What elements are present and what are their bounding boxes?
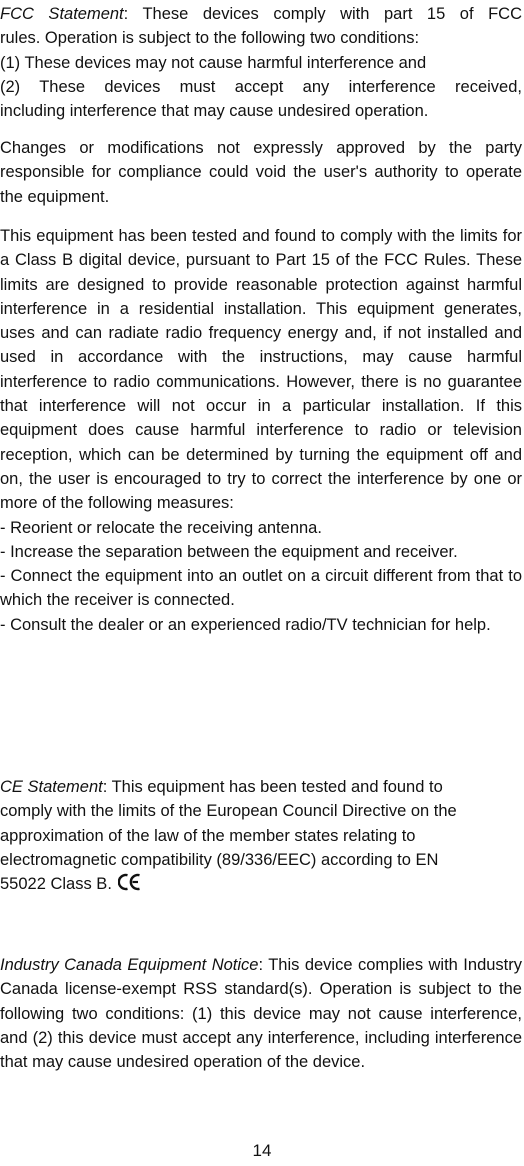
class-b-paragraph xyxy=(0,224,522,637)
fcc-statement xyxy=(0,2,522,123)
ce-line-1: CE Statement: This equipment has been tested and found to xyxy=(0,778,443,796)
ce-statement xyxy=(0,775,522,898)
measure-item: - Consult the dealer or an experienced radio/TV technician for help. xyxy=(0,615,491,634)
measure-item: - Connect the equipment into an outlet on a circuit different from that to which the receiver is connected. xyxy=(0,567,522,610)
fcc-line-1: FCC Statement: These devices comply with part 15 of FCC xyxy=(0,5,522,23)
ce-heading: CE Statement xyxy=(0,778,103,796)
modifications-paragraph: Changes or modifications not expressly approved by the party responsible for compliance could void the user's authority to operate the equipment. xyxy=(0,139,522,206)
ce-line-2: comply with the limits of the European Council Directive on the xyxy=(0,802,457,821)
fcc-line-2: rules. Operation is subject to the following two conditions: xyxy=(0,29,420,48)
measure-item: - Increase the separation between the equipment and receiver. xyxy=(0,542,458,561)
industry-canada-notice xyxy=(0,953,522,1074)
page-number: 14 xyxy=(252,1141,272,1160)
ce-line-3: approximation of the law of the member states relating to xyxy=(0,826,416,845)
fcc-condition-2: (2) These devices must accept any interference received, xyxy=(0,77,522,96)
ic-heading: Industry Canada Equipment Notice xyxy=(0,956,259,974)
ic-text: : This device complies with Industry Canada license-exempt RSS standard(s). Operation is subject to the following two conditions: (1) this device may not cause interference, and (2) this device must accept any interference, including interference that may cause undesired operation of the device. xyxy=(0,956,522,1072)
measure-item: - Reorient or relocate the receiving antenna. xyxy=(0,518,322,537)
fcc-heading: FCC Statement xyxy=(0,5,124,23)
class-b-text: This equipment has been tested and found to comply with the limits for a Class B digital device, pursuant to Part 15 of the FCC Rules. These limits are designed to provide reasonable protection against harmful interference in a residential installation. This equipment generates, uses and can radiate radio frequency energy and, if not installed and used in accordance with the instructions, may cause harmful interference to radio communications. However, there is no guarantee that interference will not occur in a particular installation. If this equipment does cause harmful interference to radio or television reception, which can be determined by turning the equipment off and on, the user is encouraged to try to correct the interference by one or more of the following measures: xyxy=(0,227,522,513)
fcc-condition-1: (1) These devices may not cause harmful interference and xyxy=(0,53,427,72)
ce-line-4: electromagnetic compatibility (89/336/EEC) according to EN xyxy=(0,850,439,869)
ce-line-5: 55022 Class B. xyxy=(0,872,522,898)
ce-mark-icon xyxy=(118,873,142,898)
fcc-line-5: including interference that may cause undesired operation. xyxy=(0,102,429,121)
